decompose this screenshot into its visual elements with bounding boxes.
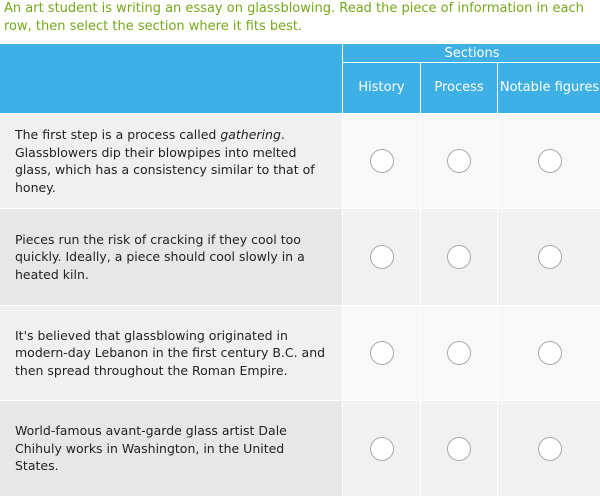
radio-3-history[interactable] [370, 341, 394, 365]
statement-1-text: The first step is a process called [15, 127, 221, 142]
statement-4-text: World-famous avant-garde glass artist Dale Chihuly works in Washington, in the United States. [15, 423, 287, 474]
option-cell-2-notable-figures [498, 209, 600, 305]
radio-2-history[interactable] [370, 245, 394, 269]
statement-4 [0, 401, 342, 496]
option-cell-1-notable-figures [498, 114, 600, 208]
radio-1-notable-figures[interactable] [538, 149, 562, 173]
option-cell-1-process [421, 114, 497, 208]
option-cell-4-process [421, 401, 497, 496]
statement-1-text-end: . Glassblowers dip their blowpipes into melted glass, which has a consistency similar to that of honey. [15, 127, 315, 195]
statement-2-text: Pieces run the risk of cracking if they cool too quickly. Ideally, a piece should cool slowly in a heated kiln. [15, 231, 305, 282]
radio-4-notable-figures[interactable] [538, 437, 562, 461]
radio-4-history[interactable] [370, 437, 394, 461]
option-cell-2-process [421, 209, 497, 305]
radio-1-history[interactable] [370, 149, 394, 173]
instructions: An art student is writing an essay on glassblowing. Read the piece of information in each row, then select the section where it fits best. [4, 1, 584, 34]
radio-3-notable-figures[interactable] [538, 341, 562, 365]
statement-2 [0, 209, 342, 305]
option-cell-3-notable-figures [498, 306, 600, 400]
radio-3-process[interactable] [447, 341, 471, 365]
statement-1-emphasis: gathering [220, 127, 281, 142]
statement-3-text: It's believed that glassblowing originated in modern-day Lebanon in the first century B.C. and then spread throughout the Roman Empire. [15, 327, 326, 378]
column-header-process: Process [421, 63, 497, 113]
option-cell-3-process [421, 306, 497, 400]
sections-header: Sections [343, 44, 600, 62]
radio-1-process[interactable] [447, 149, 471, 173]
column-header-notable-figures: Notable figures [498, 63, 600, 113]
sections-table [0, 44, 600, 496]
radio-2-notable-figures[interactable] [538, 245, 562, 269]
column-header-history: History [343, 63, 420, 113]
radio-4-process[interactable] [447, 437, 471, 461]
statement-1 [0, 114, 342, 208]
option-cell-3-history [343, 306, 420, 400]
option-cell-4-notable-figures [498, 401, 600, 496]
radio-2-process[interactable] [447, 245, 471, 269]
statement-3 [0, 306, 342, 400]
option-cell-2-history [343, 209, 420, 305]
table-corner [0, 44, 342, 113]
option-cell-1-history [343, 114, 420, 208]
option-cell-4-history [343, 401, 420, 496]
